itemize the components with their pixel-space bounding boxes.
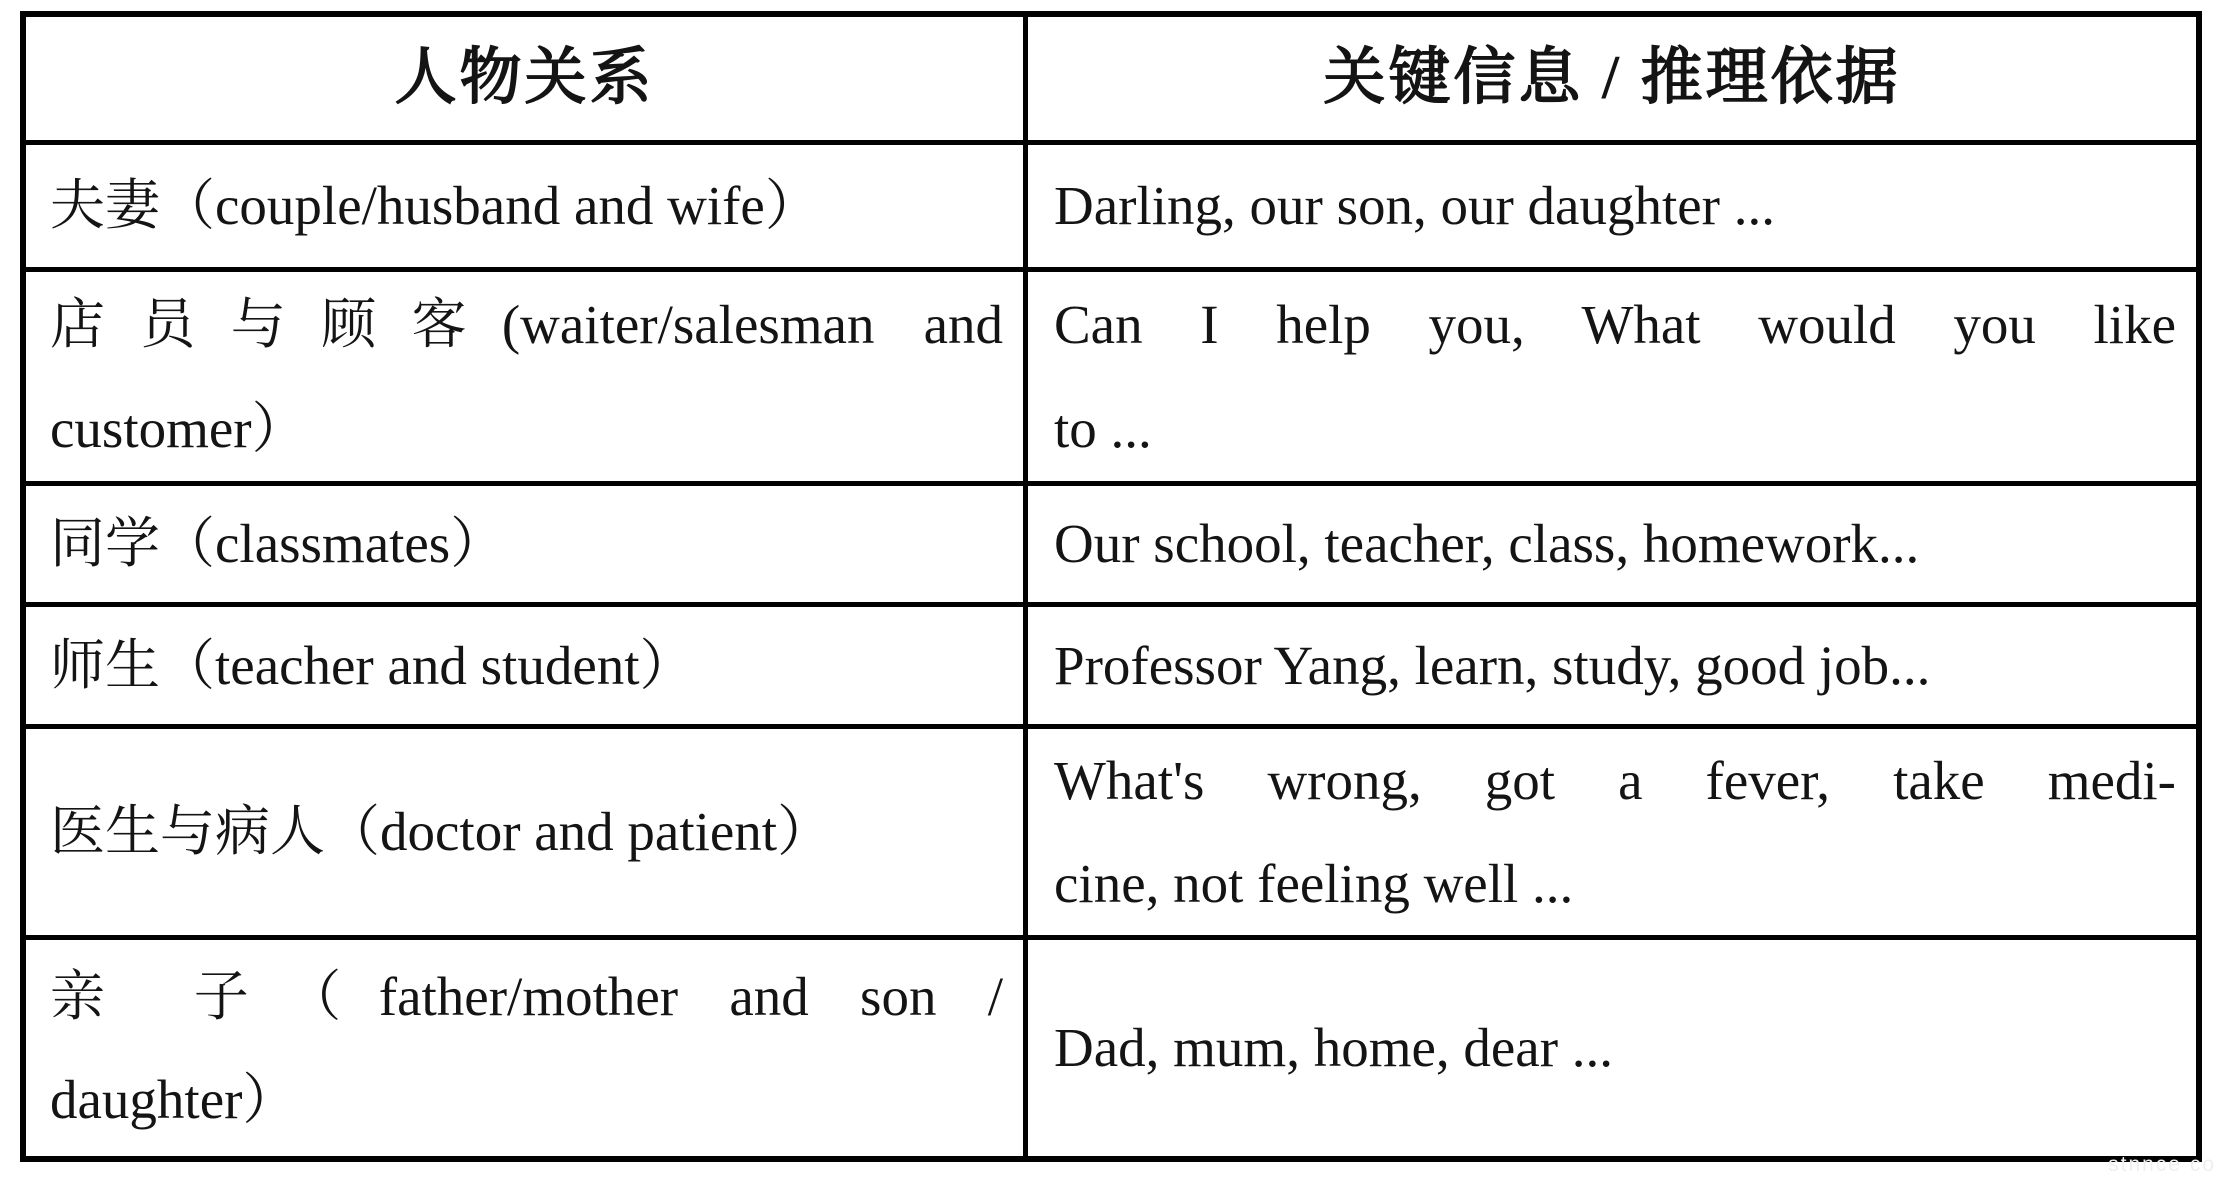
cell-line: Professor Yang, learn, study, good job...: [1054, 634, 1931, 696]
clues-cell-salesman-customer: [1028, 272, 2196, 486]
header-clues-label: 关键信息 / 推理依据: [1323, 44, 1901, 113]
cell-line: customer）: [50, 397, 307, 459]
cell-line: 同学（classmates）: [50, 513, 506, 575]
cell-line: daughter）: [50, 1069, 298, 1130]
clues-cell-doctor-patient: [1028, 729, 2196, 940]
cell-line: to ...: [1054, 397, 1152, 459]
cell-line: 师生（teacher and student）: [50, 634, 695, 696]
watermark-fragment: stnnce co: [2108, 1153, 2216, 1176]
cell-line: 夫妻（couple/husband and wife）: [50, 175, 820, 237]
relation-cell-teacher-student: [26, 607, 1028, 729]
cell-line: Our school, teacher, class, homework...: [1054, 513, 1920, 575]
relation-cell-parent-child: [26, 940, 1028, 1156]
relation-cell-doctor-patient: [26, 729, 1028, 940]
clues-cell-couple: [1028, 145, 2196, 272]
cell-line: 医生与病人（doctor and patient）: [50, 801, 833, 863]
cell-line: 店员与顾客(waiter/salesman and: [50, 294, 1003, 356]
relationship-clues-table: [20, 11, 2202, 1162]
cell-line: What's wrong, got a fever, take medi-: [1054, 749, 2176, 811]
clues-cell-teacher-student: [1028, 607, 2196, 729]
header-clues: [1028, 17, 2196, 145]
relation-cell-classmates: [26, 486, 1028, 607]
cell-line: 亲 子（father/mother and son /: [50, 965, 1003, 1027]
clues-cell-classmates: [1028, 486, 2196, 607]
cell-line: Can I help you, What would you like: [1054, 294, 2176, 356]
clues-cell-parent-child: [1028, 940, 2196, 1156]
header-relation: [26, 17, 1028, 145]
header-relation-label: 人物关系: [394, 44, 655, 113]
relation-cell-couple: [26, 145, 1028, 272]
cell-line: Darling, our son, our daughter ...: [1054, 175, 1775, 237]
relation-cell-salesman-customer: [26, 272, 1028, 486]
cell-line: Dad, mum, home, dear ...: [1054, 1017, 1614, 1079]
cell-line: cine, not feeling well ...: [1054, 853, 1574, 914]
